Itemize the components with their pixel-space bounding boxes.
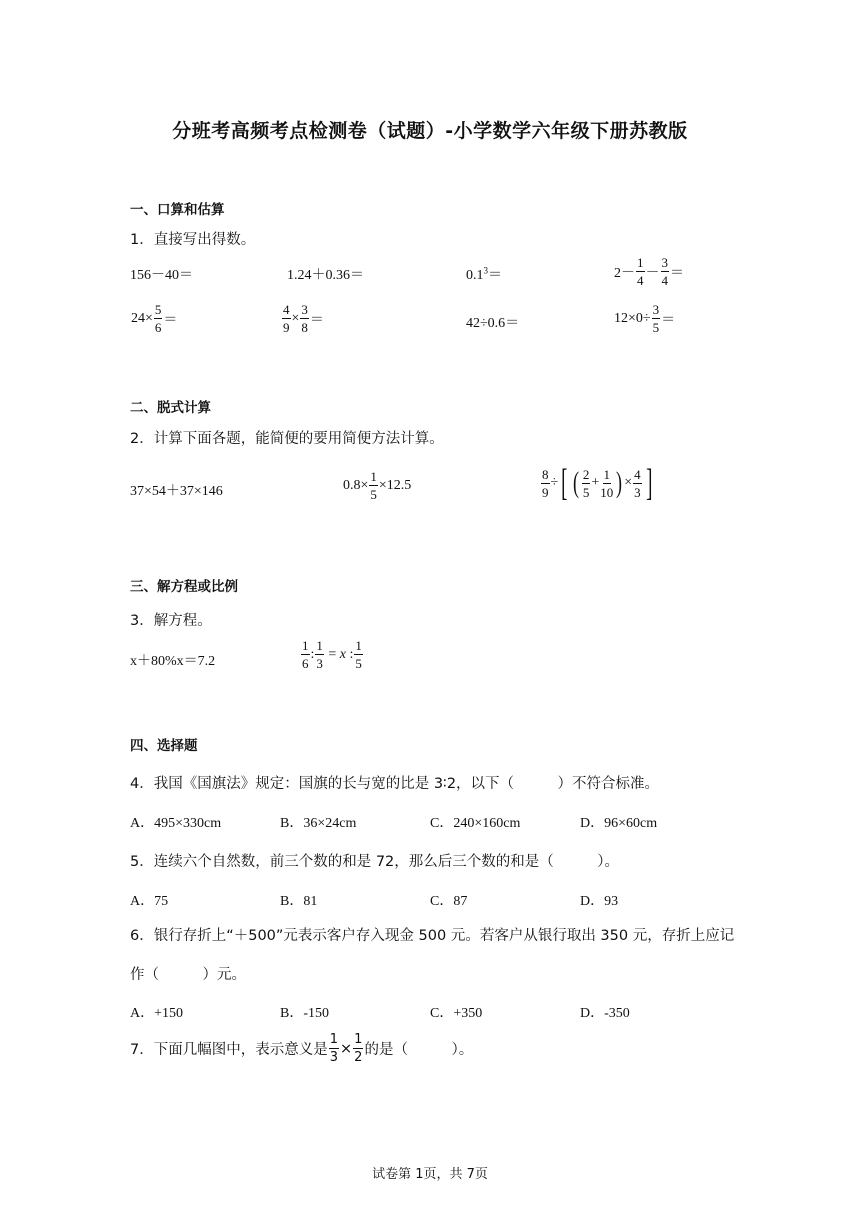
q6-option-b[interactable]: B．-150	[280, 1006, 329, 1021]
fraction: $\frac{2}{5}$	[582, 466, 590, 500]
fraction: $\frac{1}{5}$	[355, 638, 362, 671]
question-6-stem-line-2: 作（ ）元。	[130, 967, 246, 983]
q1-item-8: 12×0÷ $\frac{3}{5}$ ＝	[614, 302, 676, 335]
fraction: $\frac{3}{5}$	[652, 302, 660, 335]
q3-equation-2: $\frac{1}{6}$ : $\frac{1}{3}$ = x : $\frac{1}{5}$	[302, 638, 362, 671]
q4-option-a[interactable]: A．495×330cm	[130, 816, 222, 831]
fraction: $\frac{5}{6}$	[154, 302, 162, 335]
q1-item-3-base: 0.1	[466, 268, 484, 283]
q6-option-c[interactable]: C．+350	[430, 1006, 483, 1021]
fraction: $\frac{1}{10}$	[600, 466, 614, 500]
q5-option-b[interactable]: B．81	[280, 894, 318, 909]
q2-expression-3: $\frac{8}{9}$ ÷ [ ( $\frac{2}{5}$ + $\frac{1}{10}$ ) × $\frac{4}{3}$ ]	[542, 462, 653, 504]
fraction: $\frac{1}{3}$	[329, 1032, 339, 1065]
q6-option-d[interactable]: D．-350	[580, 1006, 630, 1021]
q5-option-c[interactable]: C．87	[430, 894, 468, 909]
q1-item-3-equals: ＝	[488, 268, 502, 283]
fraction: $\frac{4}{9}$	[283, 302, 290, 335]
question-1-stem: 1．直接写出得数。	[130, 232, 256, 248]
fraction: $\frac{1}{6}$	[302, 638, 309, 671]
q2-expression-1: 37×54＋37×146	[130, 484, 223, 499]
question-3-stem: 3．解方程。	[130, 613, 212, 629]
fraction: $\frac{1}{4}$	[637, 255, 644, 288]
fraction: $\frac{1}{3}$	[316, 638, 323, 671]
fraction: $\frac{3}{4}$	[661, 255, 668, 288]
q4-option-b[interactable]: B．36×24cm	[280, 816, 357, 831]
question-2-stem: 2．计算下面各题，能简便的要用简便方法计算。	[130, 431, 444, 447]
q1-item-6: $\frac{4}{9}$ × $\frac{3}{8}$ ＝	[283, 302, 324, 335]
q1-item-4: 2－ $\frac{1}{4}$ － $\frac{3}{4}$ ＝	[614, 255, 684, 288]
q1-item-1: 156－40＝	[130, 268, 193, 283]
q5-option-d[interactable]: D．93	[580, 894, 619, 909]
q1-item-2: 1.24＋0.36＝	[287, 268, 364, 283]
q1-item-3-exponent: 3	[483, 265, 488, 276]
section-heading-2: 二、脱式计算	[130, 400, 211, 416]
fraction: $\frac{1}{2}$	[354, 1032, 363, 1065]
section-heading-1: 一、口算和估算	[130, 202, 225, 218]
question-5-stem: 5．连续六个自然数，前三个数的和是 72，那么后三个数的和是（ ）。	[130, 854, 620, 870]
question-7-stem-b: 的是（ ）。	[364, 1042, 474, 1058]
question-7-stem-a: 7．下面几幅图中，表示意义是	[130, 1042, 328, 1058]
q1-item-7: 42÷0.6＝	[466, 316, 520, 331]
q1-item-5: 24× $\frac{5}{6}$ ＝	[131, 302, 178, 335]
question-6-stem-line-1: 6．银行存折上“＋500”元表示客户存入现金 500 元。若客户从银行取出 350 元，存折上应记	[130, 928, 735, 944]
section-heading-3: 三、解方程或比例	[130, 579, 238, 595]
q4-option-d[interactable]: D．96×60cm	[580, 816, 658, 831]
q3-equation-1: x＋80%x＝7.2	[130, 654, 216, 669]
q5-option-a[interactable]: A．75	[130, 894, 169, 909]
q4-option-c[interactable]: C．240×160cm	[430, 816, 521, 831]
page-title: 分班考高频考点检测卷（试题）-小学数学六年级下册苏教版	[172, 120, 688, 142]
page-footer: 试卷第 1页，共 7页	[372, 1167, 488, 1182]
section-heading-4: 四、选择题	[130, 738, 198, 754]
q6-option-a[interactable]: A．+150	[130, 1006, 184, 1021]
fraction: $\frac{3}{8}$	[301, 302, 308, 335]
fraction: $\frac{1}{5}$	[370, 469, 377, 502]
q2-expression-2-part-a: 0.8×	[343, 477, 369, 493]
q2-expression-2	[343, 470, 411, 501]
q2-expression-2-part-b: ×12.5	[378, 477, 412, 493]
q1-item-3	[466, 264, 502, 284]
question-7-stem: 7．下面几幅图中，表示意义是 $\frac{1}{3}$ × $\frac{1}{2}$ 的是（ ）。	[130, 1032, 474, 1065]
fraction: $\frac{8}{9}$	[542, 466, 549, 500]
fraction: $\frac{4}{3}$	[634, 466, 641, 500]
question-4-stem: 4．我国《国旗法》规定：国旗的长与宽的比是 3∶2，以下（ ）不符合标准。	[130, 776, 660, 792]
